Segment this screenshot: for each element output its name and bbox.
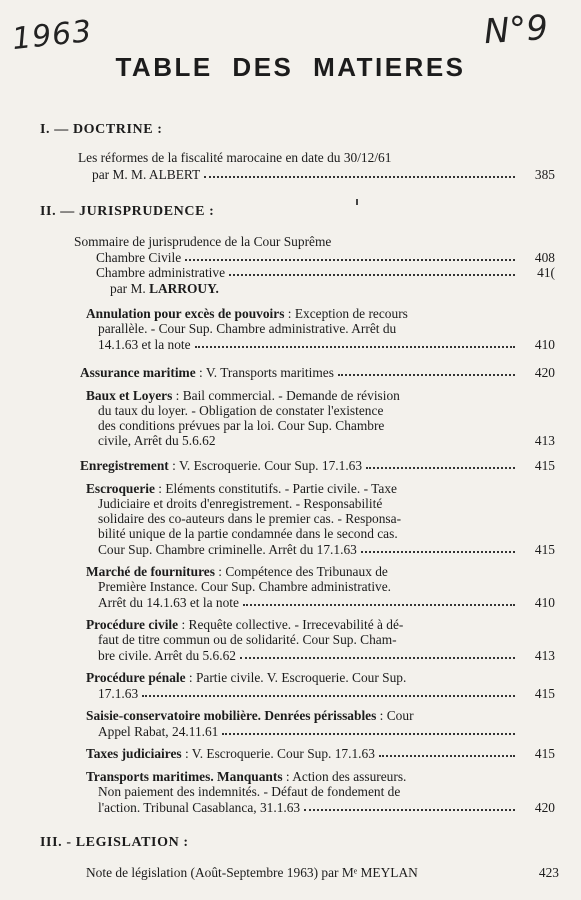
- doctrine-line-2: par M. M. ALBERT: [92, 167, 201, 182]
- annulation-entry: [98, 336, 555, 353]
- taxes-entry: [86, 745, 555, 762]
- marche-text-1: : Compétence des Tribunaux de: [214, 564, 388, 579]
- assurance-keyword: Assurance maritime: [80, 365, 196, 380]
- procedure-civile-line-1: [86, 617, 403, 633]
- blank-leader: [422, 863, 519, 876]
- saisie-entry: [98, 723, 515, 740]
- procedure-civile-keyword: Procédure civile: [86, 617, 179, 632]
- taxes-keyword: Taxes judiciaires: [86, 746, 182, 761]
- escroquerie-line-5: Cour Sup. Chambre criminelle. Arrêt du 17.1.63: [98, 542, 357, 557]
- taxes-text: : V. Escroquerie. Cour Sup. 17.1.63: [181, 746, 375, 761]
- escroquerie-entry: [98, 541, 555, 558]
- section-heading-legislation: III. - LEGISLATION :: [40, 835, 189, 850]
- page-number: 410: [534, 595, 555, 610]
- dot-leader: [366, 456, 515, 469]
- dot-leader: [243, 593, 515, 606]
- legislation-line: Note de législation (Août-Septembre 1963) par Mᵉ MEYLAN: [86, 865, 418, 880]
- procedure-penale-text-1: : Partie civile. V. Escroquerie. Cour Sup.: [185, 670, 407, 685]
- marche-entry: [98, 594, 555, 611]
- page-number: 413: [534, 433, 555, 448]
- page-number: 410: [534, 337, 555, 352]
- dot-leader: [222, 722, 515, 735]
- baux-text-1: : Bail commercial. - Demande de révision: [172, 388, 400, 403]
- procedure-penale-entry: [98, 685, 555, 702]
- page-number: 385: [534, 167, 555, 182]
- author-line: [110, 281, 219, 297]
- annulation-line-2: parallèle. - Cour Sup. Chambre administrative. Arrêt du: [98, 321, 397, 336]
- page-number: 415: [534, 542, 555, 557]
- page-number: 41(: [537, 265, 555, 280]
- transports-text-1: : Action des assureurs.: [282, 769, 407, 784]
- page-number: 415: [534, 686, 555, 701]
- escroquerie-keyword: Escroquerie: [86, 481, 155, 496]
- assurance-line: [80, 365, 334, 381]
- page-number: 420: [534, 365, 555, 380]
- legislation-entry: [86, 864, 559, 881]
- procedure-penale-keyword: Procédure pénale: [86, 670, 186, 685]
- chambre-admin-label: Chambre administrative: [96, 265, 226, 280]
- section-heading-jurisprudence: II. — JURISPRUDENCE :: [40, 204, 215, 219]
- dot-leader: [229, 263, 515, 276]
- page-number: 415: [534, 746, 555, 761]
- procedure-penale-line-2: 17.1.63: [98, 686, 139, 701]
- saisie-line-2: Appel Rabat, 24.11.61: [98, 724, 219, 739]
- baux-line-2: du taux du loyer. - Obligation de constater l'existence: [98, 403, 384, 418]
- procedure-civile-entry: [98, 647, 555, 664]
- dot-leader: [240, 646, 515, 659]
- annulation-text-1: : Exception de recours: [284, 306, 408, 321]
- procedure-civile-line-2: faut de titre commun ou de solidarité. Cour Sup. Cham-: [98, 632, 397, 647]
- escroquerie-text-1: : Eléments constitutifs. - Partie civile. - Taxe: [154, 481, 397, 496]
- author-prefix: par M.: [110, 281, 146, 296]
- sommaire-line: Sommaire de jurisprudence de la Cour Suprême: [74, 234, 332, 249]
- section-heading-doctrine: I. — DOCTRINE :: [40, 122, 163, 137]
- annulation-line-1: [86, 306, 408, 322]
- marche-keyword: Marché de fournitures: [86, 564, 215, 579]
- chambre-admin-entry: [96, 264, 555, 281]
- enregistrement-line: [80, 458, 362, 474]
- escroquerie-line-1: [86, 481, 397, 497]
- escroquerie-line-2: Judiciaire et droits d'enregistrement. - Responsabilité: [98, 496, 383, 511]
- dot-leader: [204, 165, 515, 178]
- baux-entry: [98, 432, 555, 449]
- handwritten-year: 1963: [10, 13, 94, 58]
- transports-line-3: l'action. Tribunal Casablanca, 31.1.63: [98, 800, 301, 815]
- marche-line-2: Première Instance. Cour Sup. Chambre administrative.: [98, 579, 392, 594]
- author-name: LARROUY.: [149, 281, 219, 296]
- ink-mark: [356, 199, 358, 205]
- doctrine-entry: [92, 166, 555, 183]
- marche-line-3: Arrêt du 14.1.63 et la note: [98, 595, 239, 610]
- marche-line-1: [86, 564, 388, 580]
- page-number: 415: [534, 458, 555, 473]
- baux-line-3: des conditions prévues par la loi. Cour Sup. Chambre: [98, 418, 385, 433]
- baux-line-4: civile, Arrêt du 5.6.62: [98, 433, 216, 448]
- dot-leader: [195, 335, 515, 348]
- page-number: 420: [534, 800, 555, 815]
- saisie-text-1: : Cour: [376, 708, 414, 723]
- enregistrement-keyword: Enregistrement: [80, 458, 169, 473]
- saisie-keyword: Saisie-conservatoire mobilière. Denrées périssables: [86, 708, 377, 723]
- taxes-line: [86, 746, 375, 762]
- dot-leader: [338, 363, 515, 376]
- baux-line-1: [86, 388, 400, 404]
- chambre-civile-label: Chambre Civile: [96, 250, 182, 265]
- baux-keyword: Baux et Loyers: [86, 388, 173, 403]
- escroquerie-line-4: bilité unique de la partie condamnée dans le second cas.: [98, 526, 398, 541]
- transports-entry: [98, 799, 555, 816]
- transports-keyword: Transports maritimes. Manquants: [86, 769, 283, 784]
- handwritten-number: N°9: [482, 7, 550, 53]
- assurance-entry: [80, 364, 555, 381]
- dot-leader: [304, 798, 515, 811]
- annulation-line-3: 14.1.63 et la note: [98, 337, 191, 352]
- page-number: 423: [538, 865, 559, 880]
- enregistrement-text: : V. Escroquerie. Cour Sup. 17.1.63: [168, 458, 363, 473]
- escroquerie-line-3: solidaire des co-auteurs dans le premier cas. - Responsa-: [98, 511, 402, 526]
- procedure-civile-line-3: bre civile. Arrêt du 5.6.62: [98, 648, 236, 663]
- annulation-keyword: Annulation pour excès de pouvoirs: [86, 306, 285, 321]
- dot-leader: [185, 248, 515, 261]
- dot-leader: [361, 540, 515, 553]
- dot-leader: [142, 684, 515, 697]
- blank-leader: [220, 431, 515, 444]
- page-number: 408: [534, 250, 555, 265]
- page-number: 413: [534, 648, 555, 663]
- page-title: TABLE DES MATIERES: [115, 52, 466, 82]
- doctrine-line-1: Les réformes de la fiscalité marocaine en date du 30/12/61: [78, 150, 392, 165]
- dot-leader: [379, 744, 515, 757]
- assurance-text: : V. Transports maritimes: [195, 365, 334, 380]
- transports-line-2: Non paiement des indemnités. - Défaut de fondement de: [98, 784, 401, 799]
- transports-line-1: [86, 769, 406, 785]
- procedure-civile-text-1: : Requête collective. - Irrecevabilité à dé-: [178, 617, 404, 632]
- enregistrement-entry: [80, 457, 555, 474]
